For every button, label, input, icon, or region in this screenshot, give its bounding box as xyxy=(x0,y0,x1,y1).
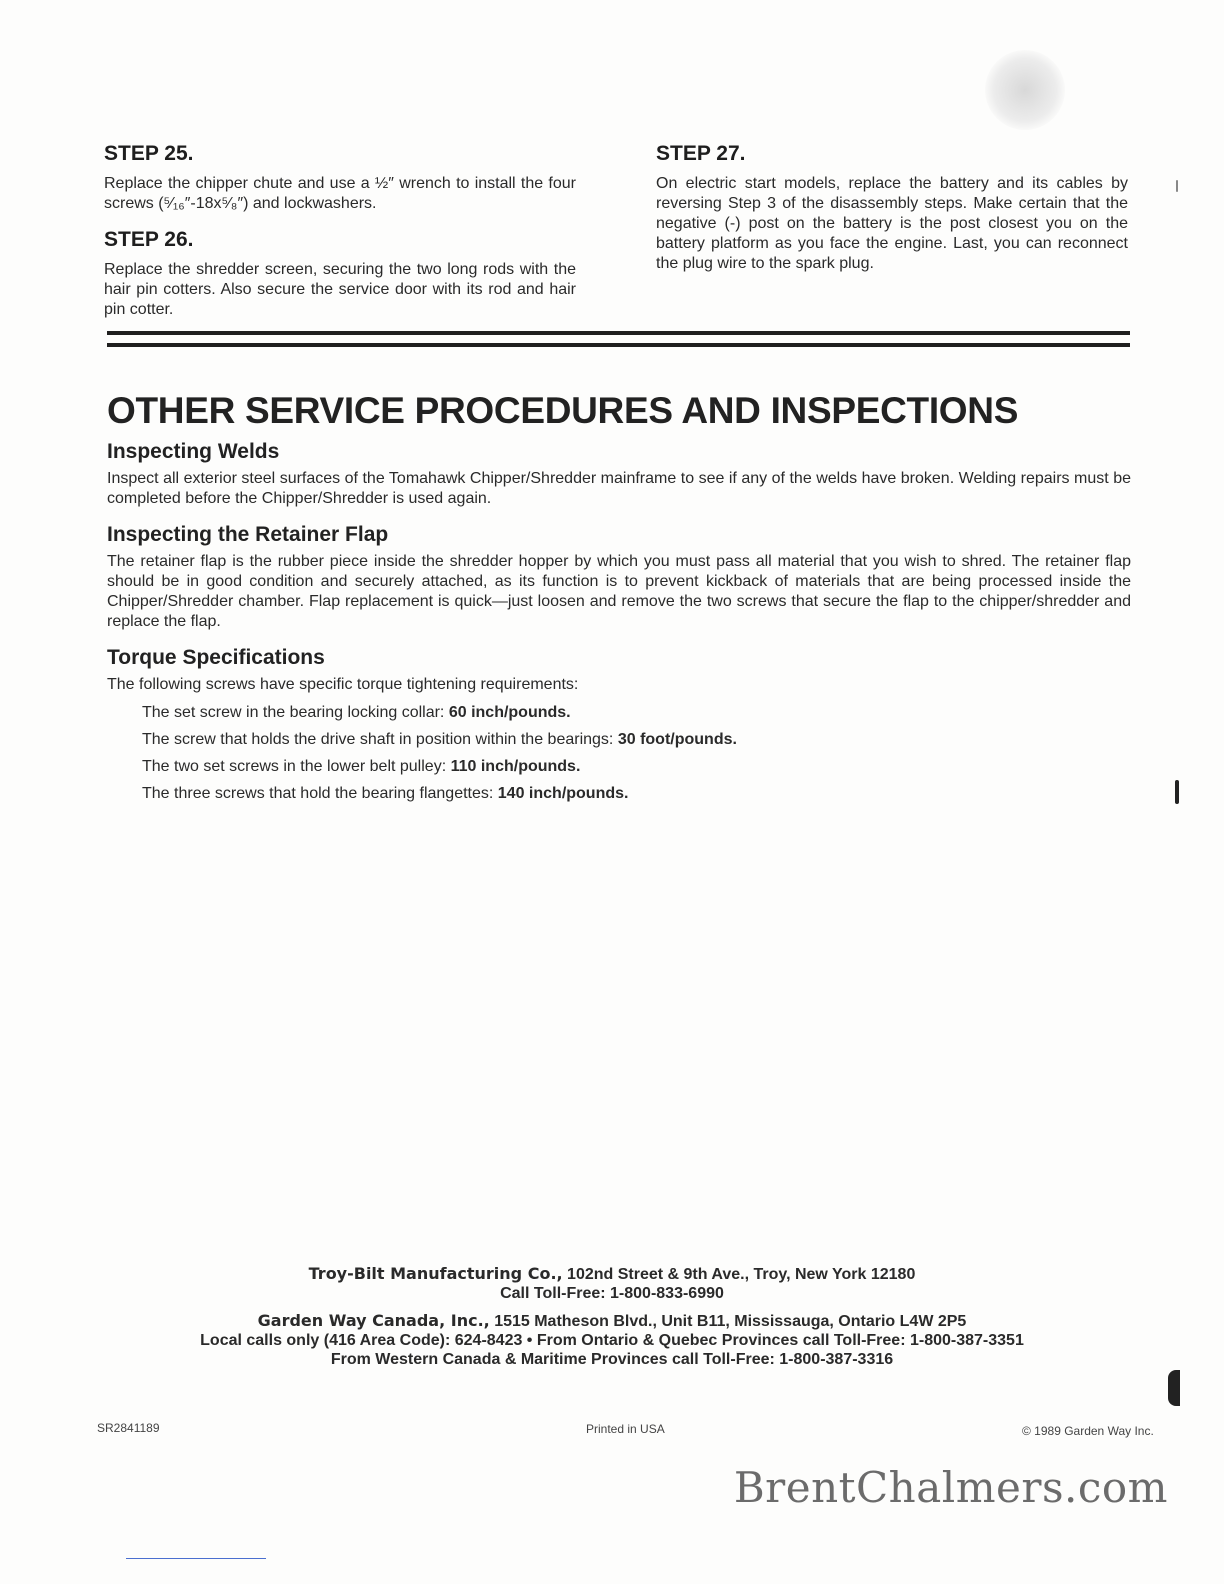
canada-address: 1515 Matheson Blvd., Unit B11, Mississauga, Ontario L4W 2P5 xyxy=(494,1313,967,1330)
torque-item xyxy=(142,730,1131,750)
step-26 xyxy=(104,228,576,320)
torque-item-text: The three screws that hold the bearing flangettes: xyxy=(142,785,494,802)
torque-specifications-section xyxy=(107,646,1131,811)
scan-smudge xyxy=(985,50,1065,130)
step-title: STEP 27. xyxy=(656,142,746,165)
section-heading: Torque Specifications xyxy=(107,646,325,669)
step-25 xyxy=(104,142,576,214)
troy-bilt-contact xyxy=(0,1264,1224,1303)
retainer-flap-section xyxy=(107,523,1131,632)
left-step-column xyxy=(104,142,576,334)
torque-item-text: The set screw in the bearing locking collar: xyxy=(142,704,445,721)
step-title: STEP 26. xyxy=(104,228,194,251)
section-body: The retainer flap is the rubber piece inside the shredder hopper by which you must pass all material that you wish to shred. The retainer flap should be in good condition and securely attached, as its function is to prevent kickback of materials that are being processed inside the Chipper/Shredder chamber. Flap replacement is quick—just loosen and remove the two screws that secure the flap to the chipper/shredder and replace the flap. xyxy=(107,553,1131,630)
troy-company-name: Troy-Bilt Manufacturing Co., xyxy=(308,1264,563,1283)
scan-mark xyxy=(1176,180,1178,192)
troy-phone: Call Toll-Free: 1-800-833-6990 xyxy=(500,1285,724,1302)
document-code: SR2841189 xyxy=(97,1421,160,1435)
torque-item-value: 110 inch/pounds. xyxy=(450,758,581,775)
torque-item-value: 60 inch/pounds. xyxy=(448,704,571,721)
canada-local-phone: Local calls only (416 Area Code): 624-8423 • From Ontario & Quebec Provinces call Toll-Free: 1-800-387-3351 xyxy=(200,1332,1024,1349)
section-heading: Inspecting the Retainer Flap xyxy=(107,523,389,546)
torque-item-text: The screw that holds the drive shaft in position within the bearings: xyxy=(142,731,614,748)
section-intro: The following screws have specific torque tightening requirements: xyxy=(107,676,579,693)
troy-address: 102nd Street & 9th Ave., Troy, New York 12180 xyxy=(567,1266,916,1283)
torque-item-text: The two set screws in the lower belt pulley: xyxy=(142,758,447,775)
torque-item-value: 30 foot/pounds. xyxy=(617,731,737,748)
torque-item xyxy=(142,784,1131,804)
canada-address-line xyxy=(0,1311,1224,1331)
torque-item-value: 140 inch/pounds. xyxy=(497,785,629,802)
step-body: Replace the chipper chute and use a ½″ wrench to install the four screws (⁵⁄₁₆″-18x⁵⁄₈″) and lockwashers. xyxy=(104,175,576,212)
scan-mark xyxy=(1175,780,1179,804)
step-27 xyxy=(656,142,1128,274)
copyright: © 1989 Garden Way Inc. xyxy=(1022,1424,1154,1438)
printed-in: Printed in USA xyxy=(586,1422,665,1436)
section-heading: Inspecting Welds xyxy=(107,440,280,463)
scan-line xyxy=(126,1558,266,1559)
torque-item xyxy=(142,703,1131,723)
section-body: Inspect all exterior steel surfaces of the Tomahawk Chipper/Shredder mainframe to see if any of the welds have broken. Welding repairs must be completed before the Chipper/Shredder is used again. xyxy=(107,470,1131,507)
page-title: OTHER SERVICE PROCEDURES AND INSPECTIONS xyxy=(107,390,1019,431)
section-divider-bottom xyxy=(107,343,1130,347)
troy-address-line xyxy=(0,1264,1224,1284)
canada-company-name: Garden Way Canada, Inc., xyxy=(257,1311,490,1330)
canada-west-phone: From Western Canada & Maritime Provinces call Toll-Free: 1-800-387-3316 xyxy=(330,1351,894,1368)
site-watermark: BrentChalmers.com xyxy=(733,1463,1168,1512)
garden-way-canada-contact xyxy=(0,1311,1224,1369)
section-divider-top xyxy=(107,331,1130,335)
step-body: On electric start models, replace the battery and its cables by reversing Step 3 of the disassembly steps. Make certain that the negative (-) post on the battery is the post closest you on the battery platform as you face the engine. Last, you can reconnect the plug wire to the spark plug. xyxy=(656,175,1128,272)
inspecting-welds-section xyxy=(107,440,1131,509)
torque-item xyxy=(142,757,1131,777)
step-body: Replace the shredder screen, securing the two long rods with the hair pin cotters. Also secure the service door with its rod and hair pin cotter. xyxy=(104,261,576,318)
step-title: STEP 25. xyxy=(104,142,194,165)
scan-mark xyxy=(1168,1370,1180,1406)
right-step-column xyxy=(656,142,1128,288)
